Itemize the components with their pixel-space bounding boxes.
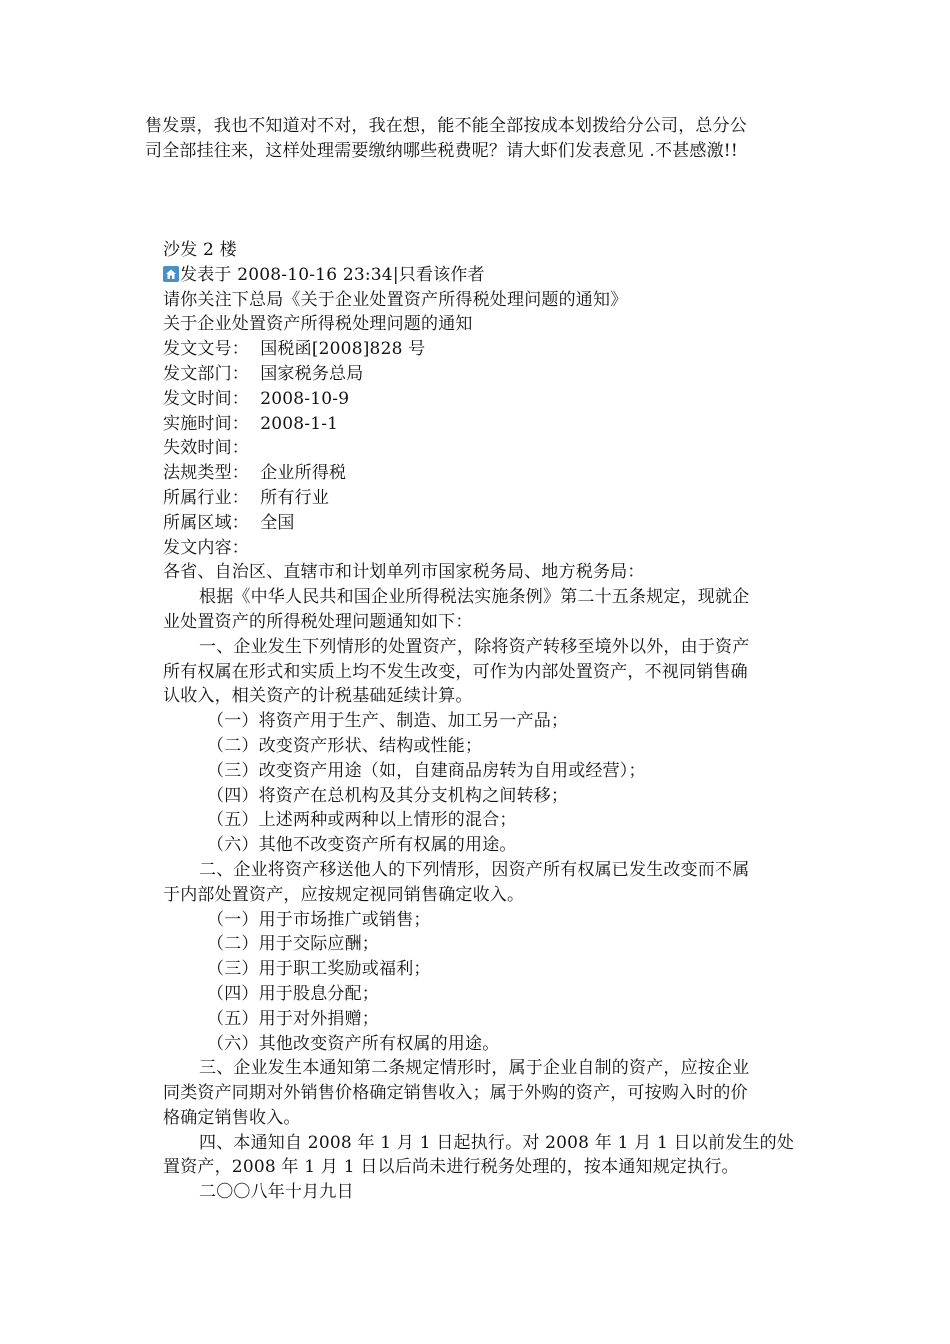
- meta-row: [163, 461, 813, 486]
- list-item: （四）用于股息分配；: [207, 983, 379, 1004]
- intro-line: 请你关注下总局《关于企业处置资产所得税处理问题的通知》: [163, 289, 628, 310]
- list-item: （五）上述两种或两种以上情形的混合；: [207, 810, 517, 831]
- body-line: 同类资产同期对外销售价格确定销售收入；属于外购的资产，可按购入时的价: [163, 1083, 748, 1104]
- meta-value: 2008-10-9: [260, 388, 350, 409]
- list-item: （一）用于市场推广或销售；: [207, 909, 431, 930]
- post-meta-line: [163, 263, 813, 288]
- meta-label: 发文时间：: [163, 388, 249, 409]
- meta-value: 国税函[2008]828 号: [260, 339, 426, 360]
- body-line: 格确定销售收入。: [163, 1107, 301, 1128]
- meta-label: 所属区域：: [163, 512, 249, 533]
- meta-value: 企业所得税: [260, 463, 347, 484]
- body-line: 业处置资产的所得税处理问题通知如下：: [163, 611, 473, 632]
- list-item: （三）改变资产用途（如，自建商品房转为自用或经营）；: [207, 760, 646, 781]
- top-paragraph: [145, 114, 815, 164]
- meta-label: 发文文号：: [163, 339, 249, 360]
- list-item: （四）将资产在总机构及其分支机构之间转移；: [207, 785, 569, 806]
- meta-row: [163, 436, 813, 461]
- list-item: （二）改变资产形状、结构或性能；: [207, 735, 483, 756]
- meta-row: [163, 511, 813, 536]
- meta-row: [163, 337, 813, 362]
- addressee: 各省、自治区、直辖市和计划单列市国家税务局、地方税务局：: [163, 562, 645, 583]
- issue-date: 二〇〇八年十月九日: [199, 1182, 354, 1203]
- list-item: （一）将资产用于生产、制造、加工另一产品；: [207, 711, 569, 732]
- body-line: 于内部处置资产，应按规定视同销售确定收入。: [163, 884, 525, 905]
- list-item: （五）用于对外捐赠；: [207, 1008, 379, 1029]
- meta-label: 发文部门：: [163, 363, 249, 384]
- body-line: 二、企业将资产移送他人的下列情形，因资产所有权属已发生改变而不属: [199, 859, 750, 880]
- body-line: 认收入，相关资产的计税基础延续计算。: [163, 686, 473, 707]
- meta-value: 全国: [260, 512, 295, 533]
- list-item: （三）用于职工奖励或福利；: [207, 959, 431, 980]
- meta-value: 2008-1-1: [260, 413, 339, 434]
- list-item: （六）其他改变资产所有权属的用途。: [207, 1033, 500, 1054]
- body-line: 置资产，2008 年 1 月 1 日以后尚未进行税务处理的，按本通知规定执行。: [163, 1157, 739, 1178]
- body-line: 根据《中华人民共和国企业所得税法实施条例》第二十五条规定，现就企: [199, 587, 750, 608]
- list-item: （二）用于交际应酬；: [207, 934, 379, 955]
- meta-row: [163, 486, 813, 511]
- meta-label: 所属行业：: [163, 487, 249, 508]
- body-line: 所有权属在形式和实质上均不发生改变，可作为内部处置资产，不视同销售确: [163, 661, 748, 682]
- reply-post: [163, 238, 813, 1205]
- body-line: 一、企业发生下列情形的处置资产，除将资产转移至境外以外，由于资产: [199, 636, 750, 657]
- meta-value: 国家税务总局: [260, 363, 364, 384]
- body-line: 三、企业发生本通知第二条规定情形时，属于企业自制的资产，应按企业: [199, 1058, 750, 1079]
- content-label: 发文内容：: [163, 537, 249, 558]
- meta-row: [163, 362, 813, 387]
- posted-info: 发表于 2008-10-16 23:34|只看该作者: [180, 264, 485, 285]
- meta-label: 法规类型：: [163, 463, 249, 484]
- meta-row: [163, 412, 813, 437]
- notice-title: 关于企业处置资产所得税处理问题的通知: [163, 314, 473, 335]
- meta-label: 失效时间：: [163, 438, 249, 459]
- list-item: （六）其他不改变资产所有权属的用途。: [207, 835, 517, 856]
- meta-value: 所有行业: [260, 487, 330, 508]
- body-line: 四、本通知自 2008 年 1 月 1 日起执行。对 2008 年 1 月 1 日以前发生的处: [199, 1132, 795, 1153]
- top-paragraph-line: 司全部挂往来，这样处理需要缴纳哪些税费呢？请大虾们发表意见 .不甚感激!!: [145, 140, 738, 161]
- meta-row: [163, 387, 813, 412]
- home-icon[interactable]: [163, 265, 179, 281]
- meta-label: 实施时间：: [163, 413, 249, 434]
- floor-label: 沙发 2 楼: [163, 240, 237, 260]
- top-paragraph-line: 售发票，我也不知道对不对，我在想，能不能全部按成本划拨给分公司，总分公: [145, 116, 747, 136]
